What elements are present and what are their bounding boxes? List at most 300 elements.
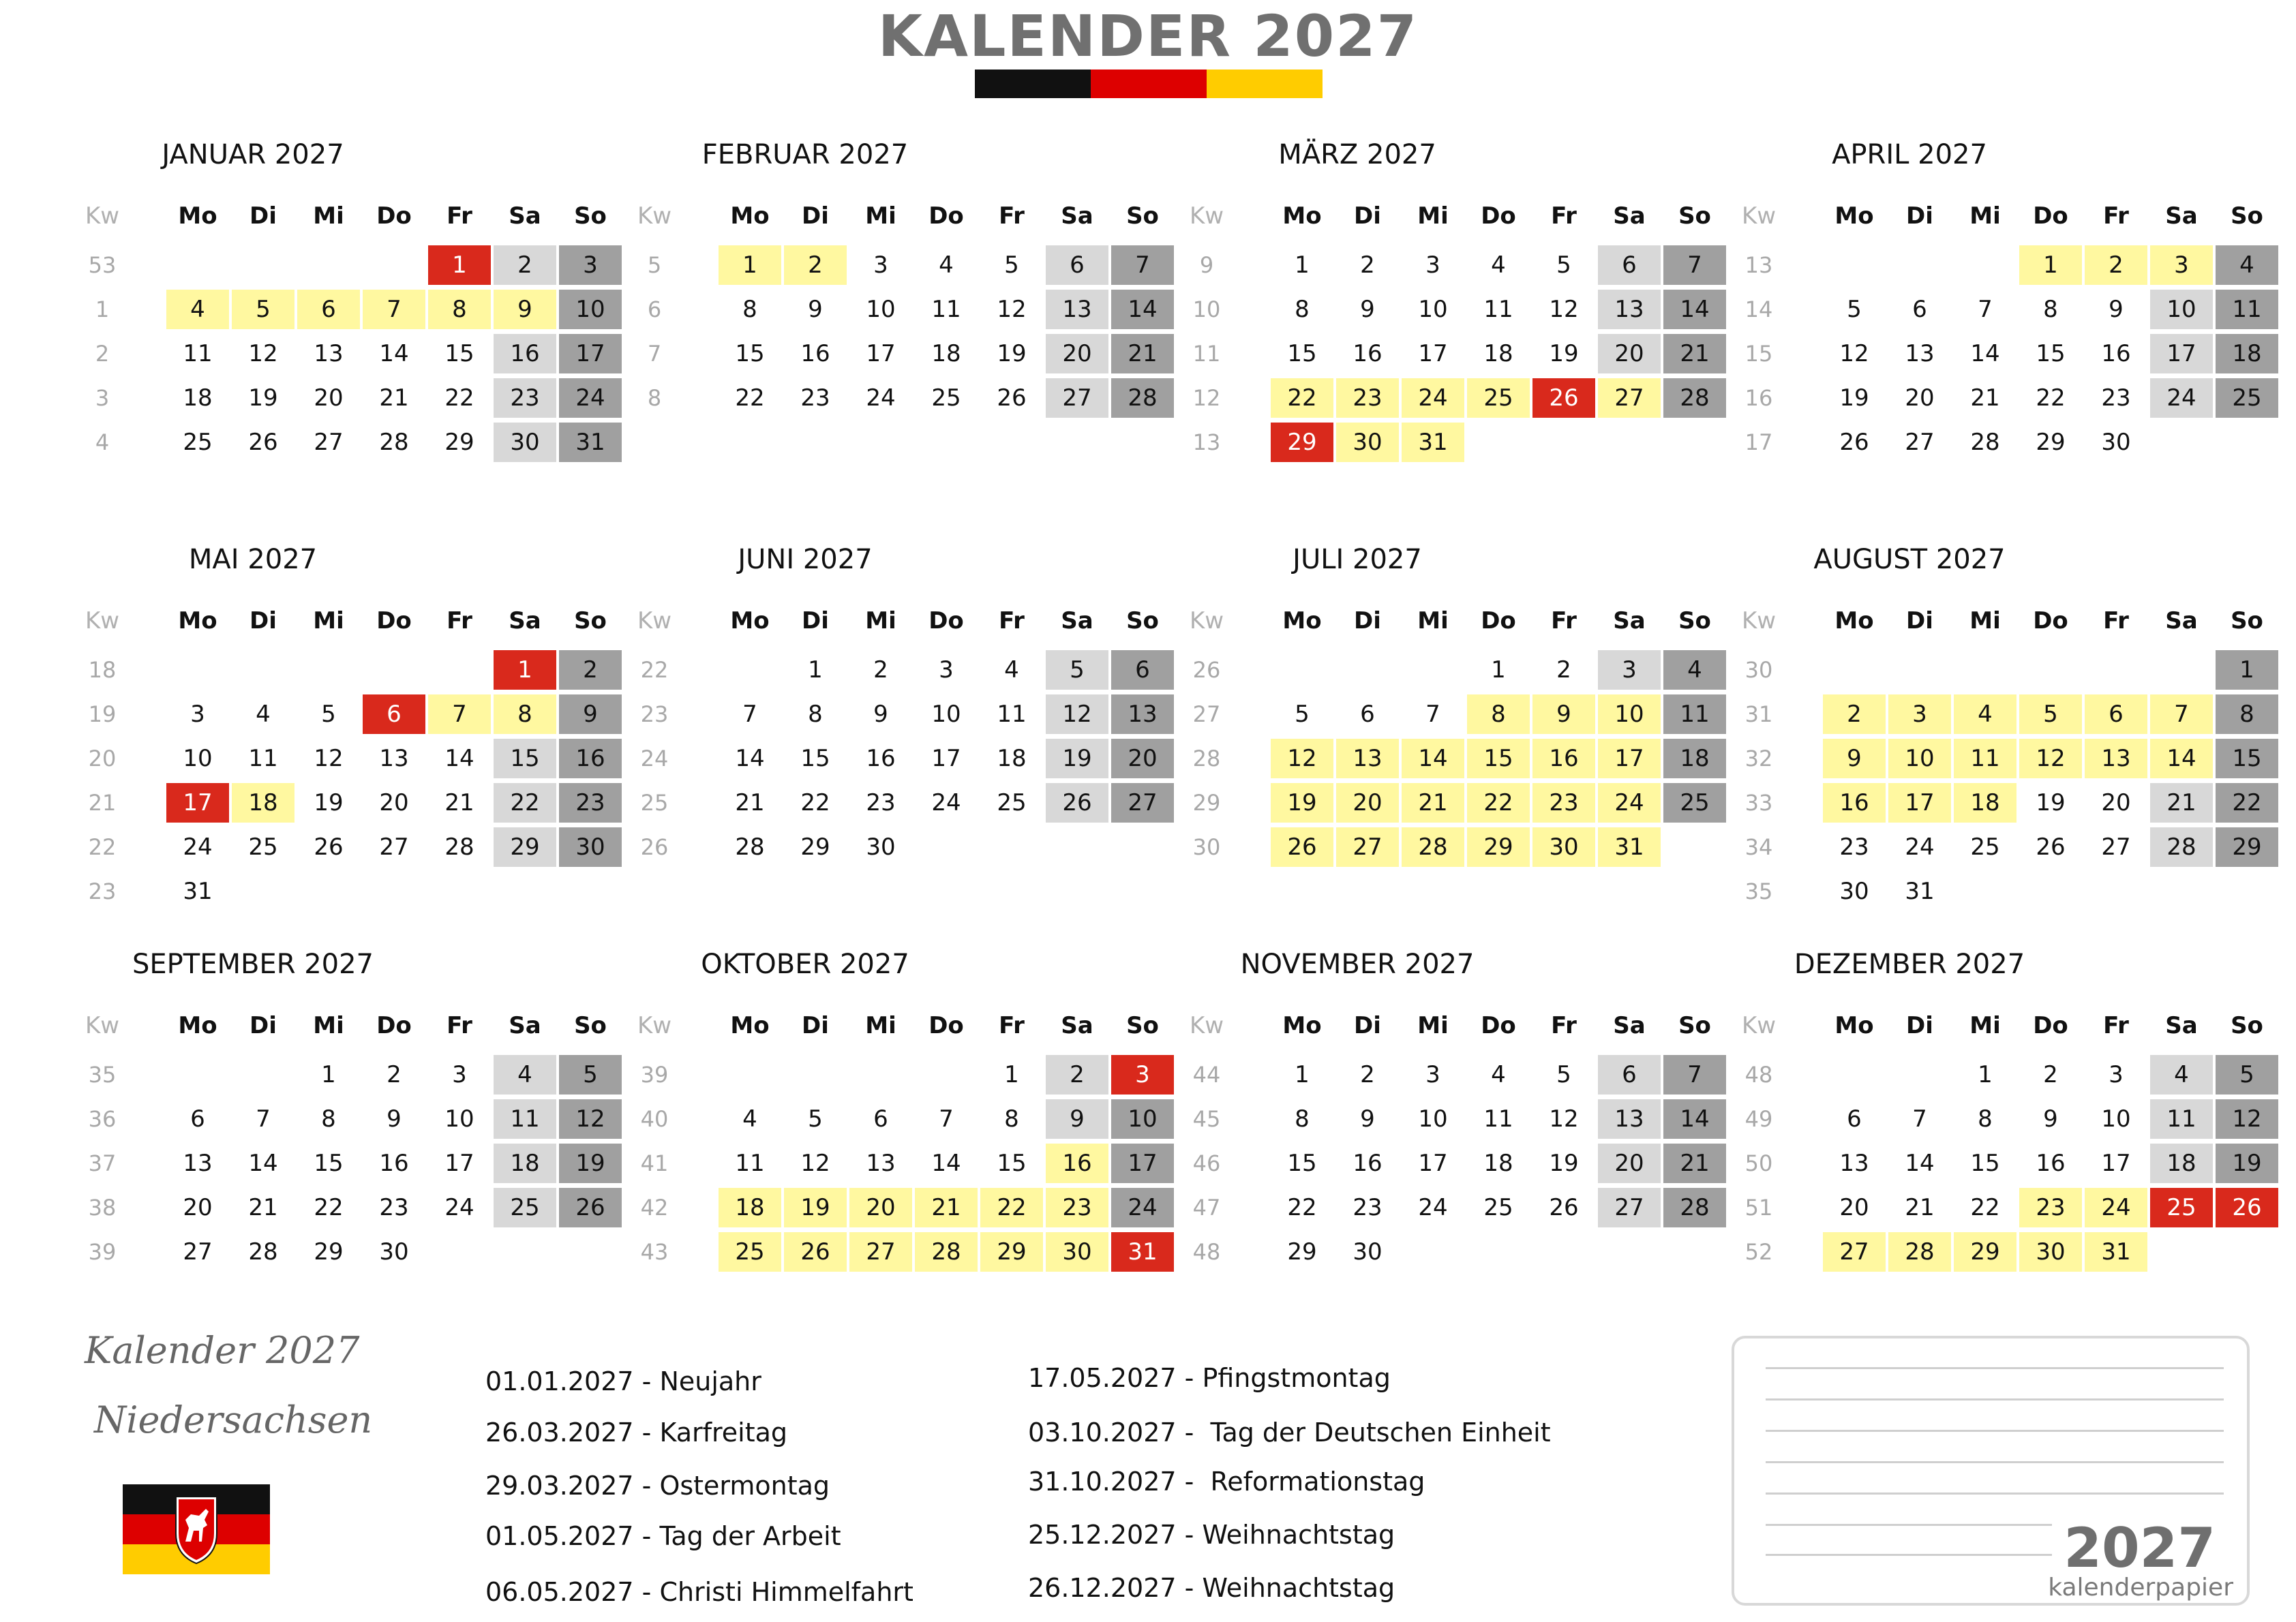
weekday-header: Mo [730, 202, 770, 230]
day-cell: 3 [873, 251, 888, 279]
day-cell: 25 [1663, 783, 1726, 823]
day-cell: 23 [1046, 1188, 1108, 1227]
empty-day [2150, 872, 2213, 911]
day-cell: 24 [1111, 1188, 1174, 1227]
weekday-header: Fr [999, 202, 1025, 230]
day-cell: 27 [1598, 1188, 1661, 1227]
day-cell: 24 [1402, 378, 1464, 418]
week-number: 42 [640, 1195, 669, 1221]
day-cell: 19 [1271, 783, 1333, 823]
week-number: 7 [647, 341, 662, 367]
day-cell: 9 [2043, 1105, 2058, 1133]
empty-day [428, 650, 491, 690]
weekday-header: Mi [313, 202, 344, 230]
day-cell: 9 [1360, 296, 1375, 323]
day-cell: 28 [444, 833, 474, 861]
weekday-header: Mi [1969, 1012, 2001, 1039]
month-title: MAI 2027 [188, 544, 318, 575]
day-cell: 21 [1663, 1144, 1726, 1183]
week-number: 35 [88, 1062, 117, 1088]
day-cell: 23 [800, 384, 830, 412]
day-cell: 17 [1418, 340, 1448, 367]
day-cell: 26 [1549, 1194, 1579, 1221]
day-cell: 6 [1847, 1105, 1862, 1133]
day-cell: 16 [2101, 340, 2131, 367]
weekday-header: Do [928, 202, 964, 230]
day-cell: 6 [1912, 296, 1927, 323]
flag-gold-stripe [1207, 70, 1323, 98]
week-number: 52 [1744, 1239, 1773, 1265]
day-cell: 26 [1046, 783, 1108, 823]
day-cell: 6 [1046, 245, 1108, 285]
day-cell: 9 [1046, 1099, 1108, 1139]
weekday-header: Di [1354, 202, 1381, 230]
day-cell: 23 [559, 783, 622, 823]
empty-day [719, 650, 781, 690]
day-cell: 3 [1888, 694, 1951, 734]
weekday-header: Mi [1969, 202, 2001, 230]
day-cell: 23 [494, 378, 556, 418]
day-cell: 18 [1483, 340, 1513, 367]
empty-day [1663, 423, 1726, 462]
day-cell: 23 [1336, 378, 1399, 418]
day-cell: 21 [379, 384, 409, 412]
week-number: 5 [647, 252, 662, 278]
empty-day [2216, 1232, 2278, 1272]
weekday-header: Sa [2165, 607, 2198, 634]
day-cell: 18 [719, 1188, 781, 1227]
german-flag-bar [975, 70, 1323, 98]
weekday-header: Mo [1282, 202, 1322, 230]
day-cell: 25 [997, 789, 1027, 816]
day-cell: 1 [1295, 251, 1310, 279]
brand-name: kalenderpapier [2048, 1574, 2233, 1602]
day-cell: 10 [1888, 739, 1951, 778]
day-cell: 3 [1111, 1055, 1174, 1095]
day-cell: 13 [1598, 290, 1661, 329]
week-number-header: Kw [85, 1012, 120, 1039]
holiday-entry: 01.01.2027 - Neujahr [485, 1366, 761, 1396]
day-cell: 1 [428, 245, 491, 285]
day-cell: 25 [1970, 833, 2000, 861]
day-cell: 10 [1418, 1105, 1448, 1133]
day-cell: 7 [1912, 1105, 1927, 1133]
week-number: 33 [1744, 790, 1773, 816]
day-cell: 23 [866, 789, 896, 816]
day-cell: 20 [1598, 1144, 1661, 1183]
day-cell: 1 [808, 656, 823, 684]
week-number: 41 [640, 1150, 669, 1176]
day-cell: 25 [1483, 1194, 1513, 1221]
day-cell: 31 [559, 423, 622, 462]
day-cell: 20 [2101, 789, 2131, 816]
empty-day [1954, 650, 2016, 690]
day-cell: 2 [2085, 245, 2147, 285]
day-cell: 9 [2109, 296, 2124, 323]
day-cell: 27 [1046, 378, 1108, 418]
weekday-header: Di [250, 607, 277, 634]
day-cell: 1 [1295, 1061, 1310, 1088]
week-number: 18 [88, 657, 117, 683]
day-cell: 7 [1111, 245, 1174, 285]
day-cell: 26 [997, 384, 1027, 412]
empty-day [1663, 1232, 1726, 1272]
day-cell: 5 [808, 1105, 823, 1133]
day-cell: 21 [1663, 334, 1726, 373]
day-cell: 28 [379, 429, 409, 456]
weekday-header: Fr [447, 607, 472, 634]
day-cell: 15 [314, 1150, 344, 1177]
day-cell: 7 [939, 1105, 954, 1133]
day-cell: 10 [444, 1105, 474, 1133]
holiday-entry: 29.03.2027 - Ostermontag [485, 1471, 830, 1501]
day-cell: 18 [1663, 739, 1726, 778]
week-number: 27 [1192, 701, 1221, 727]
day-cell: 18 [1954, 783, 2016, 823]
empty-day [1888, 650, 1951, 690]
week-number: 23 [88, 878, 117, 904]
day-cell: 5 [1004, 251, 1019, 279]
day-cell: 29 [444, 429, 474, 456]
week-number: 51 [1744, 1195, 1773, 1221]
day-cell: 5 [2019, 694, 2082, 734]
day-cell: 14 [444, 745, 474, 772]
weekday-header: Di [1906, 1012, 1933, 1039]
month-title: AUGUST 2027 [1813, 544, 2006, 575]
weekday-header: Di [1354, 1012, 1381, 1039]
day-cell: 26 [2216, 1188, 2278, 1227]
weekday-header: Do [376, 1012, 412, 1039]
holiday-entry: 01.05.2027 - Tag der Arbeit [485, 1521, 841, 1551]
week-number: 24 [640, 746, 669, 771]
day-cell: 24 [931, 789, 961, 816]
day-cell: 5 [1046, 650, 1108, 690]
day-cell: 31 [1402, 423, 1464, 462]
day-cell: 15 [1970, 1150, 2000, 1177]
weekday-header: Fr [447, 202, 472, 230]
day-cell: 8 [1295, 1105, 1310, 1133]
empty-day [2085, 872, 2147, 911]
day-cell: 4 [256, 701, 271, 728]
weekday-header: So [574, 202, 607, 230]
day-cell: 17 [2150, 334, 2213, 373]
weekday-header: So [1678, 202, 1711, 230]
day-cell: 13 [1111, 694, 1174, 734]
day-cell: 31 [1905, 878, 1935, 905]
day-cell: 22 [1467, 783, 1530, 823]
weekday-header: So [2231, 202, 2263, 230]
weekday-header: So [1126, 607, 1159, 634]
note-line [1766, 1430, 2224, 1432]
day-cell: 23 [2101, 384, 2131, 412]
weekday-header: Do [2033, 607, 2068, 634]
weekday-header: Sa [1061, 607, 1093, 634]
week-number: 20 [88, 746, 117, 771]
day-cell: 2 [2043, 1061, 2058, 1088]
holiday-entry: 31.10.2027 - Reformationstag [1028, 1467, 1425, 1497]
empty-day [1336, 650, 1399, 690]
empty-day [1402, 1232, 1464, 1272]
week-number: 47 [1192, 1195, 1221, 1221]
day-cell: 25 [931, 384, 961, 412]
day-cell: 1 [1491, 656, 1506, 684]
day-cell: 22 [2036, 384, 2066, 412]
day-cell: 19 [784, 1188, 847, 1227]
day-cell: 2 [1360, 1061, 1375, 1088]
day-cell: 24 [1905, 833, 1935, 861]
week-number-header: Kw [85, 202, 120, 230]
day-cell: 29 [1271, 423, 1333, 462]
day-cell: 13 [866, 1150, 896, 1177]
day-cell: 2 [494, 245, 556, 285]
weekday-header: Sa [509, 202, 541, 230]
weekday-header: Mi [313, 1012, 344, 1039]
day-cell: 14 [2150, 739, 2213, 778]
empty-day [2216, 423, 2278, 462]
weekday-header: So [2231, 1012, 2263, 1039]
empty-day [1888, 245, 1951, 285]
day-cell: 8 [494, 694, 556, 734]
day-cell: 5 [1556, 1061, 1571, 1088]
day-cell: 21 [444, 789, 474, 816]
day-cell: 15 [494, 739, 556, 778]
weekday-header: Di [1354, 607, 1381, 634]
week-number: 36 [88, 1106, 117, 1132]
day-cell: 22 [494, 783, 556, 823]
empty-day [1954, 245, 2016, 285]
weekday-header: Sa [509, 607, 541, 634]
week-number: 1 [95, 296, 110, 322]
weekday-header: So [1678, 607, 1711, 634]
day-cell: 22 [1271, 378, 1333, 418]
weekday-header: Sa [1613, 1012, 1646, 1039]
day-cell: 6 [1598, 1055, 1661, 1095]
empty-day [2019, 872, 2082, 911]
day-cell: 2 [1556, 656, 1571, 684]
weekday-header: Do [928, 607, 964, 634]
empty-day [1663, 827, 1726, 867]
week-number-header: Kw [1189, 202, 1224, 230]
week-number: 29 [1192, 790, 1221, 816]
empty-day [2150, 650, 2213, 690]
weekday-header: Fr [999, 607, 1025, 634]
day-cell: 2 [559, 650, 622, 690]
week-number: 30 [1192, 834, 1221, 860]
day-cell: 22 [1287, 1194, 1317, 1221]
week-number: 19 [88, 701, 117, 727]
day-cell: 20 [1839, 1194, 1869, 1221]
week-number: 17 [1744, 429, 1773, 455]
weekday-header: Mi [1969, 607, 2001, 634]
day-cell: 2 [784, 245, 847, 285]
weekday-header: Mi [865, 607, 896, 634]
day-cell: 14 [1970, 340, 2000, 367]
weekday-header: Di [250, 202, 277, 230]
day-cell: 2 [387, 1061, 402, 1088]
day-cell: 6 [297, 290, 360, 329]
weekday-header: Fr [1551, 1012, 1577, 1039]
weekday-header: Mo [1834, 607, 1874, 634]
day-cell: 18 [1483, 1150, 1513, 1177]
empty-day [1823, 1055, 1886, 1095]
day-cell: 25 [248, 833, 278, 861]
day-cell: 8 [1295, 296, 1310, 323]
empty-day [297, 872, 360, 911]
day-cell: 15 [2216, 739, 2278, 778]
day-cell: 12 [1549, 296, 1579, 323]
flag-red-stripe [1091, 70, 1207, 98]
weekday-header: Mo [1834, 202, 1874, 230]
week-number: 38 [88, 1195, 117, 1221]
day-cell: 14 [1402, 739, 1464, 778]
day-cell: 25 [2150, 1188, 2213, 1227]
weekday-header: Mi [1417, 607, 1449, 634]
brand-year: 2027 [2064, 1516, 2216, 1580]
week-number: 3 [95, 385, 110, 411]
day-cell: 31 [1111, 1232, 1174, 1272]
day-cell: 8 [2216, 694, 2278, 734]
day-cell: 9 [387, 1105, 402, 1133]
weekday-header: Mo [1834, 1012, 1874, 1039]
empty-day [1823, 650, 1886, 690]
notes-box [1732, 1336, 2250, 1606]
day-cell: 29 [1467, 827, 1530, 867]
week-number: 49 [1744, 1106, 1773, 1132]
empty-day [428, 872, 491, 911]
day-cell: 9 [873, 701, 888, 728]
day-cell: 23 [379, 1194, 409, 1221]
empty-day [428, 1232, 491, 1272]
day-cell: 28 [1111, 378, 1174, 418]
week-number-header: Kw [1189, 607, 1224, 634]
day-cell: 10 [183, 745, 213, 772]
day-cell: 11 [997, 701, 1027, 728]
week-number: 48 [1744, 1062, 1773, 1088]
holiday-entry: 03.10.2027 - Tag der Deutschen Einheit [1028, 1418, 1551, 1448]
day-cell: 13 [1598, 1099, 1661, 1139]
day-cell: 23 [2019, 1188, 2082, 1227]
day-cell: 1 [719, 245, 781, 285]
weekday-header: So [574, 607, 607, 634]
weekday-header: Mo [178, 607, 217, 634]
day-cell: 20 [849, 1188, 912, 1227]
day-cell: 11 [1663, 694, 1726, 734]
day-cell: 31 [183, 878, 213, 905]
day-cell: 13 [183, 1150, 213, 1177]
day-cell: 9 [1360, 1105, 1375, 1133]
day-cell: 14 [1111, 290, 1174, 329]
holiday-entry: 06.05.2027 - Christi Himmelfahrt [485, 1577, 913, 1607]
day-cell: 20 [1046, 334, 1108, 373]
weekday-header: Fr [2103, 607, 2129, 634]
day-cell: 10 [2150, 290, 2213, 329]
note-line [1766, 1524, 2052, 1526]
empty-day [2150, 423, 2213, 462]
day-cell: 12 [800, 1150, 830, 1177]
weekday-header: Mi [1417, 1012, 1449, 1039]
day-cell: 2 [1360, 251, 1375, 279]
day-cell: 25 [719, 1232, 781, 1272]
day-cell: 18 [494, 1144, 556, 1183]
day-cell: 16 [1532, 739, 1595, 778]
week-number: 43 [640, 1239, 669, 1265]
week-number: 8 [647, 385, 662, 411]
day-cell: 4 [939, 251, 954, 279]
weekday-header: Mi [865, 202, 896, 230]
week-number: 14 [1744, 296, 1773, 322]
day-cell: 17 [866, 340, 896, 367]
day-cell: 15 [1287, 1150, 1317, 1177]
week-number-header: Kw [1741, 607, 1777, 634]
week-number: 39 [88, 1239, 117, 1265]
day-cell: 21 [915, 1188, 978, 1227]
day-cell: 26 [1532, 378, 1595, 418]
weekday-header: Do [928, 1012, 964, 1039]
day-cell: 7 [2150, 694, 2213, 734]
day-cell: 28 [1888, 1232, 1951, 1272]
day-cell: 10 [931, 701, 961, 728]
day-cell: 19 [1839, 384, 1869, 412]
week-number: 15 [1744, 341, 1773, 367]
weekday-header: Fr [2103, 1012, 2129, 1039]
day-cell: 10 [1418, 296, 1448, 323]
week-number: 35 [1744, 878, 1773, 904]
flag-black-stripe [975, 70, 1091, 98]
day-cell: 8 [321, 1105, 336, 1133]
day-cell: 11 [1483, 1105, 1513, 1133]
weekday-header: Fr [999, 1012, 1025, 1039]
empty-day [297, 650, 360, 690]
day-cell: 30 [1336, 423, 1399, 462]
day-cell: 15 [2036, 340, 2066, 367]
day-cell: 17 [559, 334, 622, 373]
empty-day [559, 1232, 622, 1272]
day-cell: 12 [2216, 1099, 2278, 1139]
day-cell: 27 [314, 429, 344, 456]
empty-day [2085, 650, 2147, 690]
day-cell: 16 [379, 1150, 409, 1177]
empty-day [363, 245, 425, 285]
day-cell: 3 [2150, 245, 2213, 285]
day-cell: 1 [2216, 650, 2278, 690]
day-cell: 5 [2216, 1055, 2278, 1095]
empty-day [1271, 650, 1333, 690]
weekday-header: Do [1481, 607, 1516, 634]
empty-day [363, 872, 425, 911]
day-cell: 6 [2085, 694, 2147, 734]
day-cell: 14 [735, 745, 765, 772]
month-title: APRIL 2027 [1832, 139, 1987, 170]
day-cell: 13 [379, 745, 409, 772]
week-number: 48 [1192, 1239, 1221, 1265]
empty-day [719, 1055, 781, 1095]
week-number: 26 [640, 834, 669, 860]
empty-day [1402, 650, 1464, 690]
week-number-header: Kw [1189, 1012, 1224, 1039]
week-number: 37 [88, 1150, 117, 1176]
day-cell: 5 [232, 290, 294, 329]
day-cell: 22 [980, 1188, 1043, 1227]
day-cell: 1 [2019, 245, 2082, 285]
day-cell: 26 [2036, 833, 2066, 861]
day-cell: 4 [1491, 251, 1506, 279]
day-cell: 24 [2085, 1188, 2147, 1227]
holiday-entry: 26.03.2027 - Karfreitag [485, 1418, 788, 1448]
day-cell: 11 [494, 1099, 556, 1139]
day-cell: 27 [1823, 1232, 1886, 1272]
day-cell: 7 [256, 1105, 271, 1133]
empty-day [1954, 872, 2016, 911]
